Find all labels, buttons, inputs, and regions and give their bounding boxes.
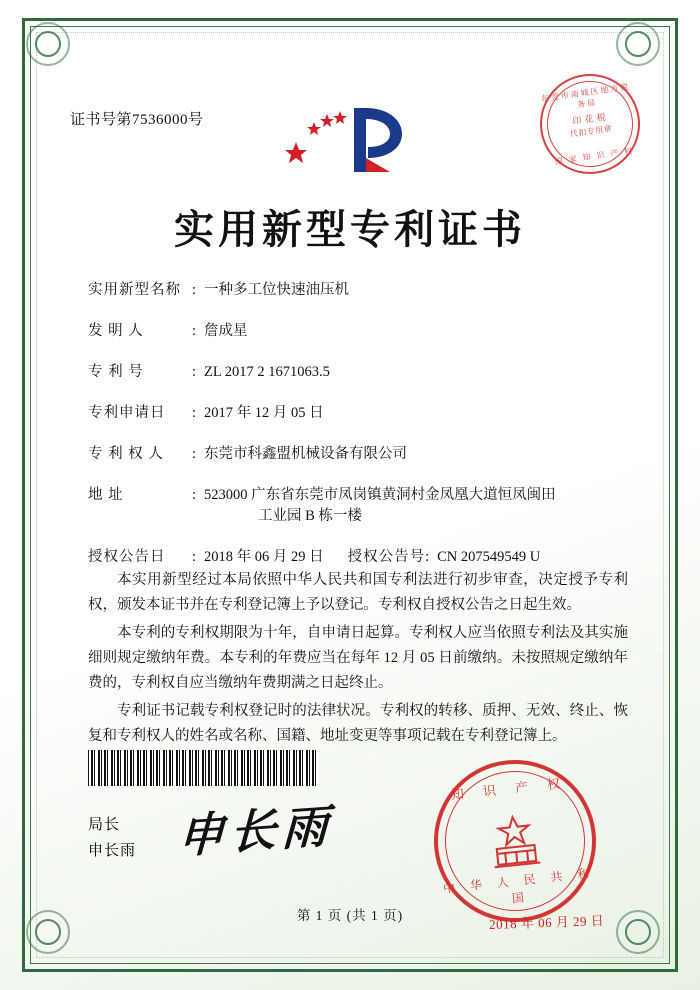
page-footer: 第 1 页 (共 1 页) xyxy=(296,908,404,923)
barcode xyxy=(88,750,318,786)
signature-block xyxy=(88,812,136,864)
field-row-inventor xyxy=(88,321,630,342)
field-label: 发 明 人 xyxy=(88,323,144,339)
legal-text-section xyxy=(88,568,628,752)
field-row-address xyxy=(88,485,630,527)
seal-mid-text-2: 代扣专用章 xyxy=(569,124,613,139)
field-value: 东莞市科鑫盟机械设备有限公司 xyxy=(204,446,407,462)
paragraph-3: 专利证书记载专利权登记时的法律状况。专利权的转移、质押、无效、终止、恢复和专利权人的姓名或名称、国籍、地址变更等事项记载在专利登记簿上。 xyxy=(88,703,628,744)
grant-number-value: CN 207549549 U xyxy=(437,549,541,565)
field-colon: : xyxy=(192,364,197,380)
grant-date-label: 授权公告日 xyxy=(88,549,166,565)
field-colon: : xyxy=(192,282,197,298)
seal-date: 2018 年 06 月 29 日 xyxy=(488,912,605,933)
certificate-number: 证书号第7536000号 xyxy=(70,112,204,128)
page-title: 实用新型专利证书 xyxy=(174,206,526,253)
field-row-grant-announcement xyxy=(88,547,630,568)
grant-number-group xyxy=(348,547,541,568)
address-line-1: 523000 广东省东莞市凤岗镇黄洞村金凤凰大道恒凤闽田 xyxy=(204,487,556,503)
stamp-duty-seal xyxy=(534,68,647,181)
grant-number-label: 授权公告号 xyxy=(347,549,426,565)
barcode-bars xyxy=(88,750,318,786)
field-colon: : xyxy=(192,487,197,503)
field-colon: : xyxy=(192,446,197,462)
field-row-utility-model-name xyxy=(88,280,630,301)
paragraph-2: 本专利的专利权期限为十年，自申请日起算。专利权人应当依照专利法及其实施细则规定缴纳年费。本专利的年费应当在每年 12 月 05 日前缴纳。未按照规定缴纳年费的，专利权自应当缴纳年费期满之日起终止。 xyxy=(88,625,628,691)
director-title-label: 局长 xyxy=(88,817,121,833)
field-value: 一种多工位快速油压机 xyxy=(204,282,349,298)
field-value: 2017 年 12 月 05 日 xyxy=(204,405,324,421)
certificate-content xyxy=(60,60,640,933)
paragraph-1: 本实用新型经过本局依照中华人民共和国专利法进行初步审查，决定授予专利权，颁发本证书并在专利登记簿上予以登记。专利权自授权公告之日起生效。 xyxy=(88,572,628,613)
seal-arc-bottom-text: 国 家 知 识 产 权 xyxy=(554,146,635,167)
field-colon: : xyxy=(192,405,197,421)
handwritten-signature: 申长雨 xyxy=(177,798,335,864)
field-value: 詹成星 xyxy=(204,323,248,339)
field-label: 实用新型名称 xyxy=(88,282,181,298)
seal-arc-bottom-text: 中 华 人 民 共 和 国 xyxy=(442,865,596,906)
fields-section xyxy=(88,280,630,586)
seal-arc-top-text: 知 识 产 权 xyxy=(450,775,569,803)
seal-mid-text: 印 花 税 xyxy=(571,111,607,127)
field-label: 地 址 xyxy=(88,487,124,503)
grant-number-colon: : xyxy=(425,549,430,565)
field-value: ZL 2017 2 1671063.5 xyxy=(204,364,330,380)
field-row-patent-number xyxy=(88,362,630,383)
national-emblem-icon xyxy=(479,808,551,875)
address-line-2: 工业园 B 栋一楼 xyxy=(258,508,362,524)
field-value xyxy=(204,485,630,527)
grant-date-value: 2018 年 06 月 29 日 xyxy=(204,549,324,565)
field-label: 专利申请日 xyxy=(88,405,166,421)
grant-date-colon: : xyxy=(192,549,197,565)
director-name-label: 申长雨 xyxy=(88,843,137,859)
field-row-patentee xyxy=(88,444,630,465)
field-colon: : xyxy=(192,323,197,339)
field-label: 专 利 号 xyxy=(88,364,144,380)
field-row-application-date xyxy=(88,403,630,424)
field-label: 专 利 权 人 xyxy=(88,446,164,462)
seal-arc-top-text: 东莞市南城区地方税务局 xyxy=(540,82,631,110)
patent-office-logo-icon xyxy=(280,100,420,180)
